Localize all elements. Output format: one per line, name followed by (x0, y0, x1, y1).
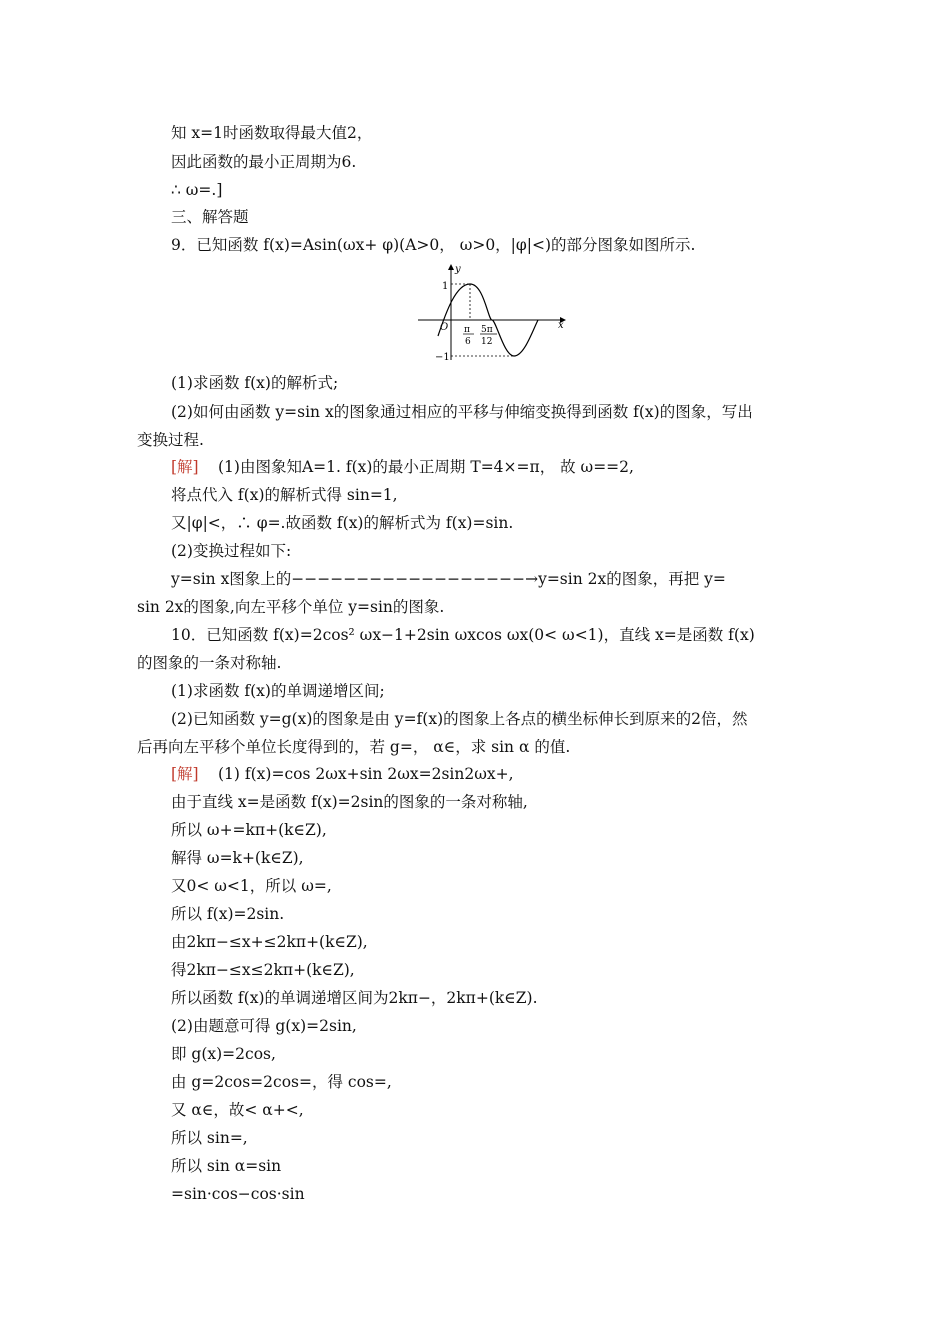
text-line: 的图象的一条对称轴. (137, 654, 282, 672)
text-line: 解得 ω=k+(k∈Z), (171, 849, 304, 867)
text-line: ∴ ω=.] (171, 181, 223, 199)
text-line: 所以 f(x)=2sin. (171, 905, 285, 923)
tick-5pi12-num: 5π (481, 325, 493, 335)
x-axis-label: x (558, 320, 564, 331)
question-10-1: (1)求函数 f(x)的单调递增区间; (171, 682, 385, 700)
text-line: 又0< ω<1，所以 ω=, (171, 877, 332, 895)
text-line: 因此函数的最小正周期为6. (171, 153, 357, 171)
sine-graph-figure (418, 262, 568, 362)
text-line: 所以函数 f(x)的单调递增区间为2kπ−，2kπ+(k∈Z). (171, 989, 538, 1007)
question-9-2: (2)如何由函数 y=sin x的图象通过相应的平移与伸缩变换得到函数 f(x)的图象，写出 (171, 403, 753, 421)
y-axis-label: y (455, 264, 461, 275)
text-line: 由 g=2cos=2cos=，得 cos=, (171, 1073, 392, 1091)
problem-9-statement: 9．已知函数 f(x)=Asin(ωx+ φ)(A>0， ω>0，|φ|<)的部分图象如图所示. (171, 236, 696, 254)
text-line: 所以 sin α=sin (171, 1157, 282, 1175)
text-line: y=sin x图象上的−−−−−−−−−−−−−−−−−−→y=sin 2x的图象，再把 y= (171, 570, 726, 588)
text-line: 将点代入 f(x)的解析式得 sin=1, (171, 486, 398, 504)
text-line: =sin·cos−cos·sin (171, 1185, 305, 1203)
solution-tag: [解] (171, 458, 199, 476)
text-line: 所以 sin=, (171, 1129, 248, 1147)
text-line: 知 x=1时函数取得最大值2， (171, 124, 373, 142)
tick-pi6-den: 6 (465, 337, 471, 347)
text-line: (1)由图象知A=1. f(x)的最小正周期 T=4×=π， 故 ω==2, (218, 458, 634, 476)
y-axis-arrow (448, 264, 454, 270)
text-line: 得2kπ−≤x≤2kπ+(k∈Z), (171, 961, 355, 979)
text-line: 所以 ω+=kπ+(k∈Z), (171, 821, 327, 839)
text-line: 又|φ|<，∴ φ=.故函数 f(x)的解析式为 f(x)=sin. (171, 514, 514, 532)
question-10-2: (2)已知函数 y=g(x)的图象是由 y=f(x)的图象上各点的横坐标伸长到原来的2倍，然 (171, 710, 748, 728)
y-tick-1: 1 (442, 281, 449, 292)
text-line: 又 α∈，故< α+<, (171, 1101, 304, 1119)
origin-label: O (440, 322, 449, 333)
tick-pi6-num: π (464, 325, 470, 335)
tick-5pi12-den: 12 (481, 337, 493, 347)
text-line: (1) f(x)=cos 2ωx+sin 2ωx=2sin2ωx+, (218, 765, 514, 783)
text-line: (2)变换过程如下: (171, 542, 292, 560)
y-tick-minus-1: −1 (435, 352, 450, 362)
text-line: sin 2x的图象,向左平移个单位 y=sin的图象. (137, 598, 445, 616)
text-line: 由2kπ−≤x+≤2kπ+(k∈Z), (171, 933, 368, 951)
text-line: 后再向左平移个单位长度得到的，若 g=， α∈，求 sin α 的值. (137, 738, 571, 756)
problem-10-statement: 10．已知函数 f(x)=2cos² ωx−1+2sin ωxcos ωx(0< ω<1)，直线 x=是函数 f(x) (171, 626, 755, 644)
text-line: 变换过程. (137, 431, 204, 449)
question-9-1: (1)求函数 f(x)的解析式; (171, 374, 339, 392)
solution-tag: [解] (171, 765, 199, 783)
text-line: (2)由题意可得 g(x)=2sin, (171, 1017, 357, 1035)
section-heading: 三、解答题 (171, 208, 249, 226)
text-line: 由于直线 x=是函数 f(x)=2sin的图象的一条对称轴, (171, 793, 528, 811)
text-line: 即 g(x)=2cos, (171, 1045, 276, 1063)
